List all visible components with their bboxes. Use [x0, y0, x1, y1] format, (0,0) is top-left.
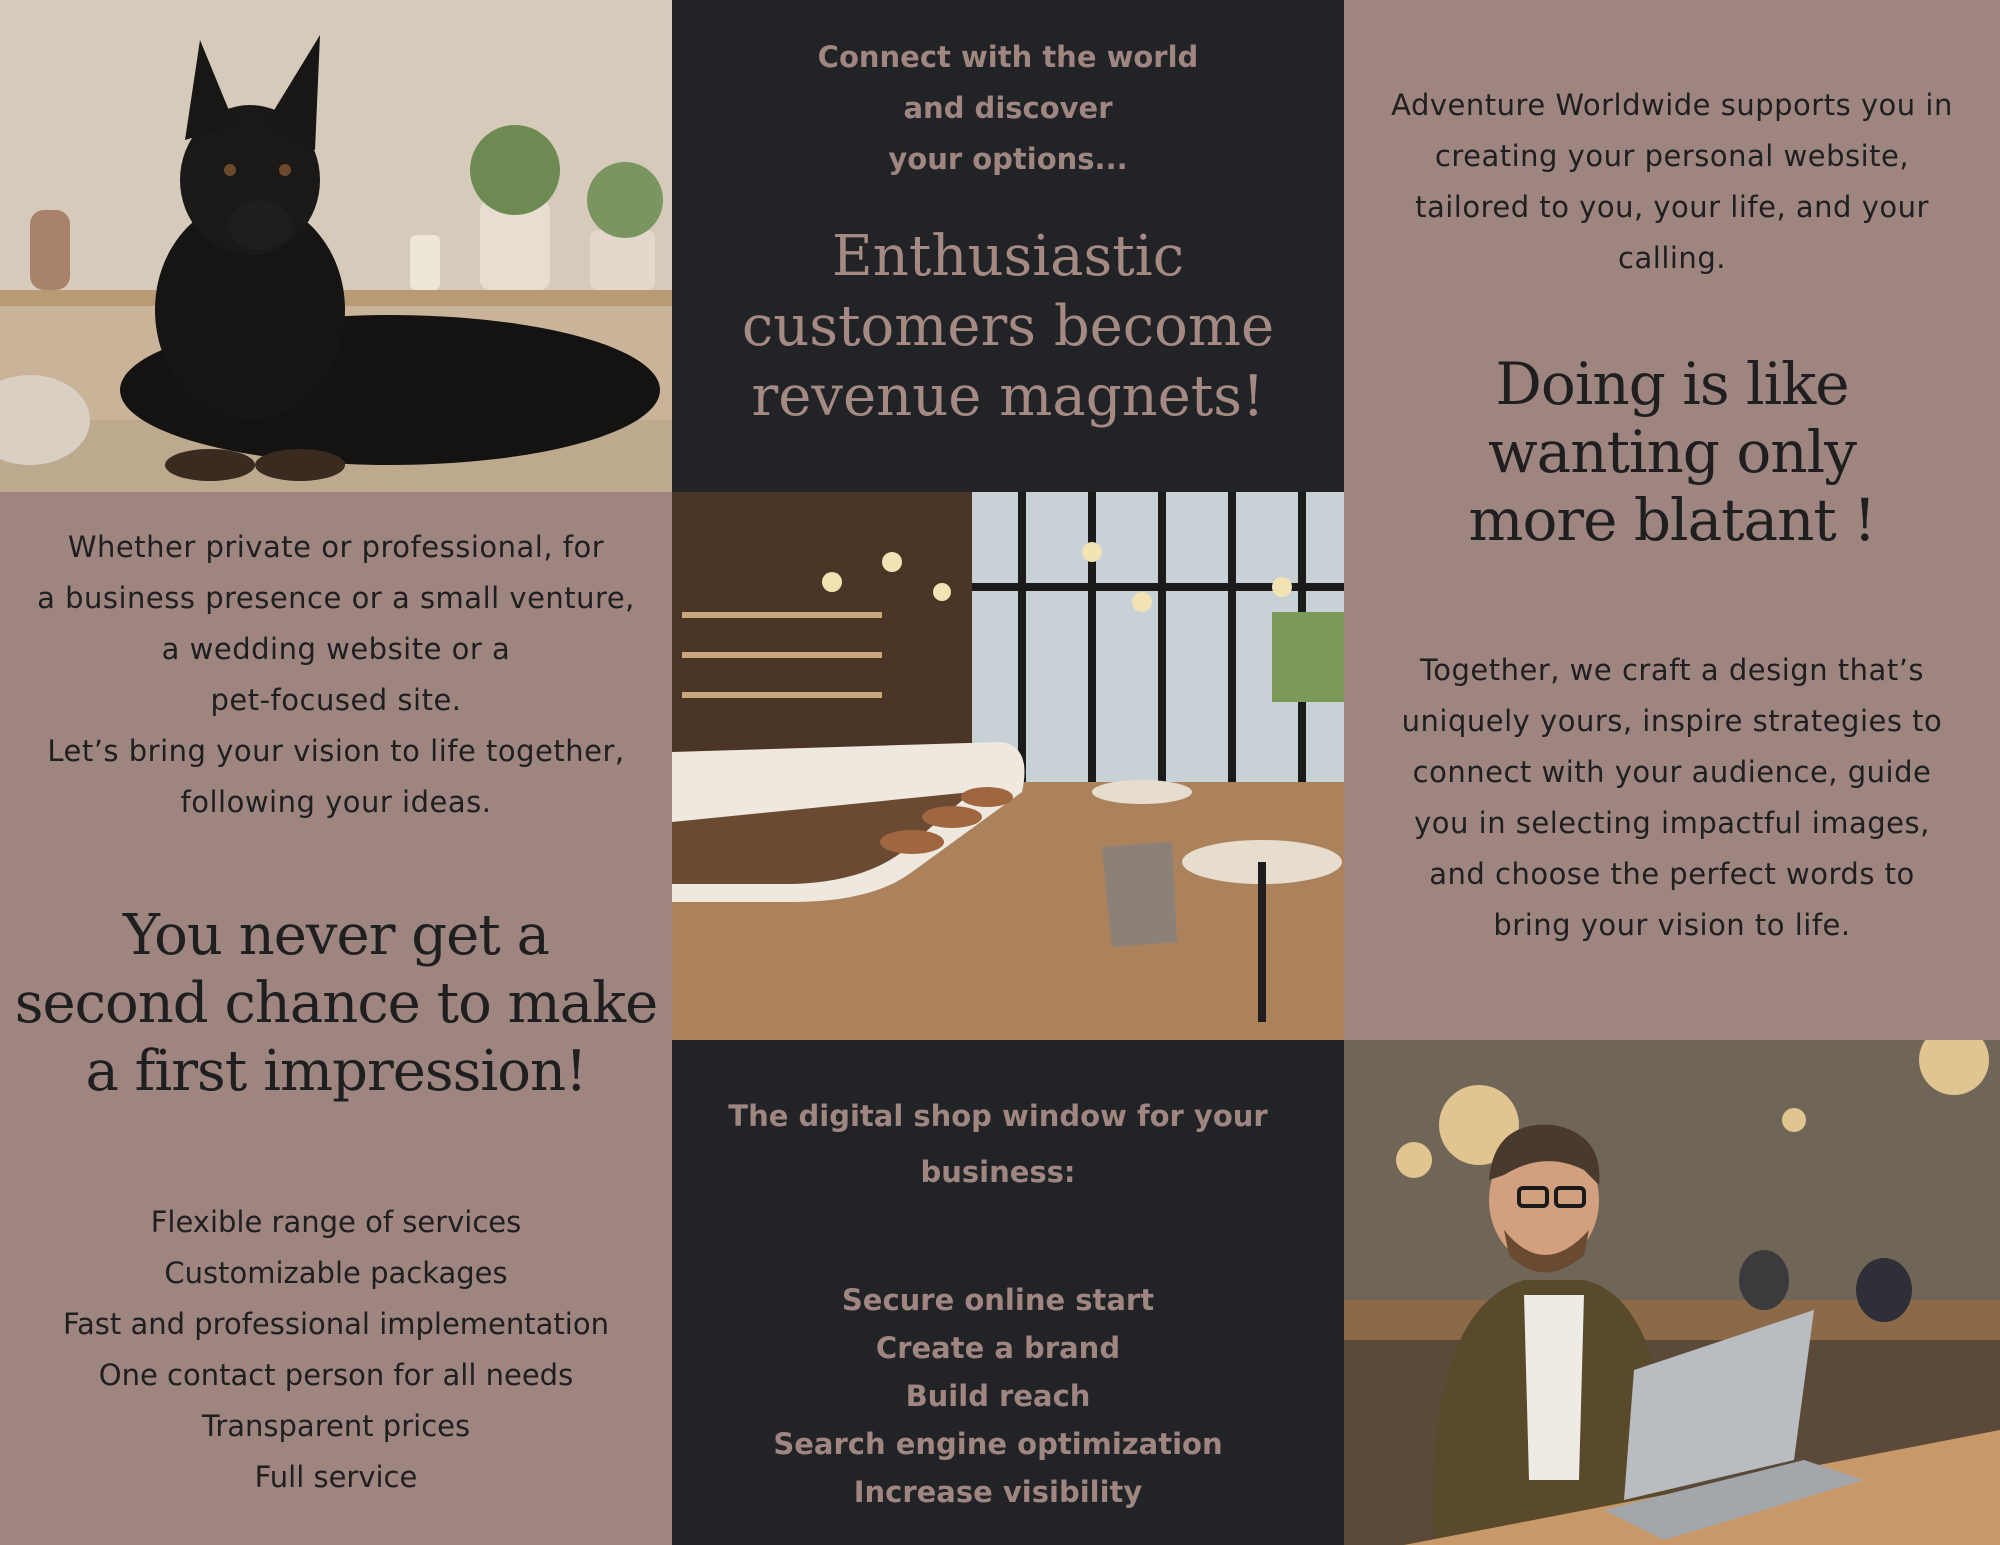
paragraph-line: connect with your audience, guide: [1412, 755, 1932, 789]
list-item: Fast and professional implementation: [63, 1307, 609, 1341]
list-item: Transparent prices: [201, 1409, 471, 1443]
paragraph-line: a wedding website or a: [161, 632, 511, 666]
left-headline: [0, 902, 672, 1106]
center-intro: [672, 32, 1344, 185]
list-item: Search engine optimization: [773, 1427, 1223, 1461]
headline-line: revenue magnets!: [751, 364, 1265, 429]
headline-line: customers become: [741, 294, 1275, 359]
right-intro-paragraph: [1344, 80, 2000, 284]
list-item: Flexible range of services: [150, 1205, 522, 1239]
headline-line: more blatant !: [1468, 486, 1876, 554]
list-item: Increase visibility: [853, 1475, 1143, 1509]
paragraph-line: and choose the perfect words to: [1429, 857, 1915, 891]
headline-line: second chance to make: [14, 971, 658, 1036]
dog-photo-illustration: [0, 0, 672, 492]
headline-line: Enthusiastic: [831, 224, 1185, 289]
dog-photo: [0, 0, 672, 492]
list-item: Secure online start: [841, 1283, 1155, 1317]
paragraph-line: Whether private or professional, for: [67, 530, 605, 564]
right-headline: [1344, 350, 2000, 554]
paragraph-line: calling.: [1618, 241, 1726, 275]
left-panel: [0, 492, 672, 1545]
paragraph-line: tailored to you, your life, and your: [1415, 190, 1929, 224]
center-top-panel: [672, 0, 1344, 492]
paragraph-line: uniquely yours, inspire strategies to: [1401, 704, 1943, 738]
right-panel: [1344, 0, 2000, 1040]
headline-line: Doing is like: [1495, 350, 1849, 418]
shop-window-heading: [672, 1088, 1324, 1200]
heading-line: The digital shop window for your: [728, 1099, 1268, 1133]
list-item: Customizable packages: [164, 1256, 508, 1290]
paragraph-line: creating your personal website,: [1434, 139, 1910, 173]
center-headline: [672, 222, 1344, 432]
man-laptop-illustration: [1344, 1040, 2000, 1545]
paragraph-line: a business presence or a small venture,: [37, 581, 635, 615]
intro-line: your options...: [888, 142, 1128, 176]
paragraph-line: following your ideas.: [180, 785, 492, 819]
man-laptop-photo: [1344, 1040, 2000, 1545]
list-item: Full service: [254, 1460, 418, 1494]
benefits-list: [672, 1276, 1324, 1516]
cafe-photo-illustration: [672, 492, 1344, 1040]
paragraph-line: Adventure Worldwide supports you in: [1391, 88, 1953, 122]
paragraph-line: you in selecting impactful images,: [1414, 806, 1930, 840]
left-intro-paragraph: [0, 522, 672, 828]
intro-line: Connect with the world: [817, 40, 1199, 74]
paragraph-line: pet-focused site.: [210, 683, 462, 717]
intro-line: and discover: [903, 91, 1113, 125]
services-list: [0, 1197, 672, 1503]
center-bottom-panel: [672, 1040, 1344, 1545]
headline-line: a first impression!: [85, 1039, 587, 1104]
headline-line: You never get a: [123, 903, 549, 968]
paragraph-line: bring your vision to life.: [1493, 908, 1851, 942]
list-item: Create a brand: [875, 1331, 1121, 1365]
cafe-interior-photo: [672, 492, 1344, 1040]
paragraph-line: Together, we craft a design that’s: [1419, 653, 1925, 687]
list-item: One contact person for all needs: [98, 1358, 574, 1392]
right-design-paragraph: [1344, 645, 2000, 951]
list-item: Build reach: [905, 1379, 1091, 1413]
paragraph-line: Let’s bring your vision to life together,: [47, 734, 625, 768]
headline-line: wanting only: [1488, 418, 1856, 486]
heading-line: business:: [920, 1155, 1076, 1189]
